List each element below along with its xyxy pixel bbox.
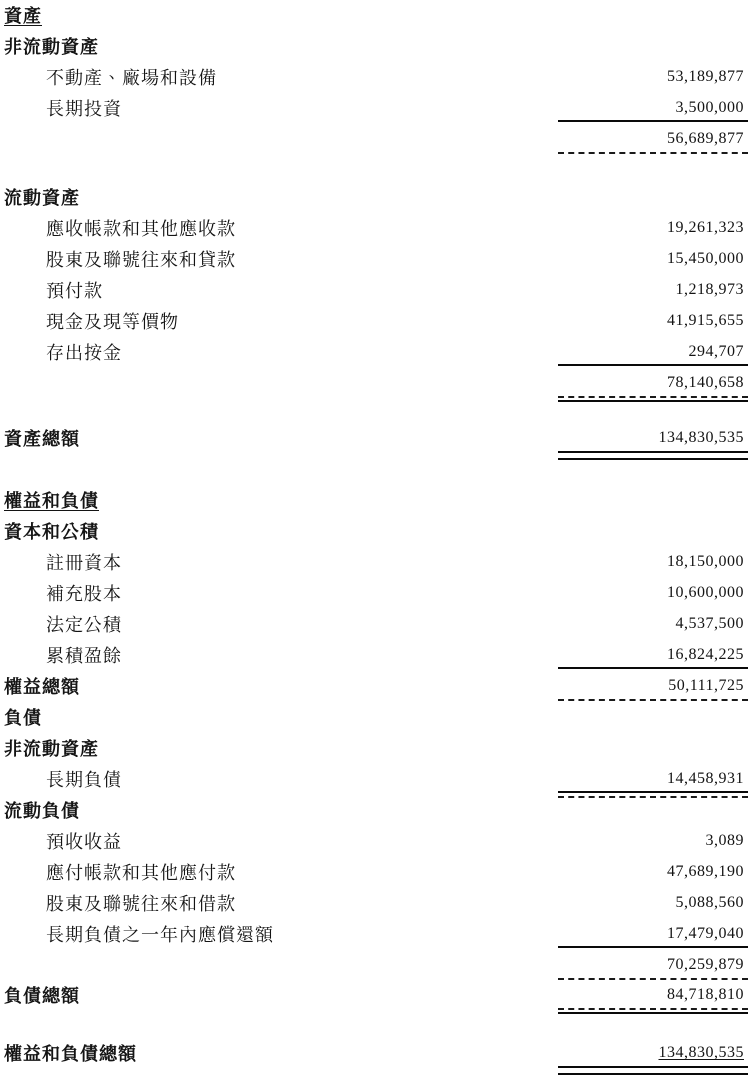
section-header-label: 資本和公積 — [4, 522, 99, 543]
line-item-row — [4, 645, 748, 676]
amount-column — [558, 676, 748, 701]
line-item-amount: 5,088,560 — [675, 894, 744, 911]
solid-rule-line — [558, 946, 748, 948]
section-header-row — [4, 707, 748, 738]
line-item-amount: 10,600,000 — [667, 584, 744, 601]
line-item-amount: 294,707 — [688, 343, 744, 360]
section-header-row — [4, 490, 748, 521]
line-item-label: 預收收益 — [46, 832, 122, 853]
dashed-rule-line — [558, 699, 748, 701]
line-item-label: 應付帳款和其他應付款 — [46, 863, 236, 884]
amount-column — [558, 373, 748, 402]
section-header-label: 負債 — [4, 708, 42, 729]
double-rule-line — [558, 1066, 748, 1075]
amount-column — [558, 893, 748, 913]
line-item-label: 長期負債之一年內應償還額 — [46, 925, 274, 946]
solid-rule-line — [558, 1012, 748, 1014]
line-item-row — [4, 342, 748, 373]
total-label: 資產總額 — [4, 429, 80, 450]
amount-column — [558, 218, 748, 238]
line-item-amount: 3,089 — [705, 832, 744, 849]
total-row — [4, 985, 748, 1016]
line-item-amount: 47,689,190 — [667, 863, 744, 880]
amount-column — [558, 129, 748, 154]
section-header-row — [4, 36, 748, 67]
subtotal-amount: 70,259,879 — [667, 956, 744, 973]
line-item-row — [4, 218, 748, 249]
amount-column — [558, 769, 748, 798]
section-header-label: 流動資產 — [4, 188, 80, 209]
line-item-amount: 14,458,931 — [667, 770, 744, 787]
line-item-label: 不動產、廠場和設備 — [46, 68, 217, 89]
subtotal-row — [4, 955, 748, 985]
line-item-label: 累積盈餘 — [46, 646, 122, 667]
line-item-amount: 53,189,877 — [667, 68, 744, 85]
total-label: 權益總額 — [4, 677, 80, 698]
subtotal-row — [4, 129, 748, 159]
double-rule-line — [558, 451, 748, 460]
amount-column — [558, 249, 748, 269]
line-item-label: 股東及聯號往來和借款 — [46, 894, 236, 915]
line-item-amount: 41,915,655 — [667, 312, 744, 329]
line-item-label: 預付款 — [46, 281, 103, 302]
amount-column — [558, 645, 748, 669]
section-header-row — [4, 738, 748, 769]
line-item-row — [4, 583, 748, 614]
subtotal-amount: 56,689,877 — [667, 130, 744, 147]
line-item-row — [4, 893, 748, 924]
section-spacer — [4, 159, 748, 187]
amount-column — [558, 831, 748, 851]
section-spacer — [4, 1016, 748, 1043]
section-header-row — [4, 521, 748, 552]
line-item-row — [4, 67, 748, 98]
total-amount: 84,718,810 — [667, 986, 744, 1003]
line-item-amount: 4,537,500 — [675, 615, 744, 632]
total-amount: 134,830,535 — [658, 429, 744, 446]
dashed-rule-line — [558, 978, 748, 980]
dashed-rule-line — [558, 396, 748, 398]
line-item-amount: 16,824,225 — [667, 646, 744, 663]
amount-column — [558, 552, 748, 572]
line-item-row — [4, 280, 748, 311]
total-row — [4, 428, 748, 460]
line-item-label: 現金及現等價物 — [46, 312, 179, 333]
section-header-row — [4, 187, 748, 218]
total-amount: 134,830,535 — [658, 1044, 744, 1061]
line-item-amount: 17,479,040 — [667, 925, 744, 942]
line-item-amount: 15,450,000 — [667, 250, 744, 267]
subtotal-amount: 78,140,658 — [667, 374, 744, 391]
amount-column — [558, 98, 748, 122]
solid-rule-line — [558, 120, 748, 122]
line-item-row — [4, 311, 748, 342]
amount-column — [558, 311, 748, 331]
line-item-row — [4, 249, 748, 280]
amount-column — [558, 614, 748, 634]
line-item-label: 長期投資 — [46, 99, 122, 120]
amount-column — [558, 1043, 748, 1075]
amount-column — [558, 67, 748, 87]
section-header-row — [4, 5, 748, 36]
solid-rule-line — [558, 667, 748, 669]
dashed-rule-line — [558, 1008, 748, 1010]
line-item-label: 存出按金 — [46, 343, 122, 364]
amount-column — [558, 924, 748, 948]
amount-column — [558, 428, 748, 460]
section-header-row — [4, 800, 748, 831]
section-header-label: 流動負債 — [4, 801, 80, 822]
section-header-label: 資產 — [4, 6, 42, 27]
solid-rule-line — [558, 400, 748, 402]
line-item-amount: 18,150,000 — [667, 553, 744, 570]
amount-column — [558, 955, 748, 980]
amount-column — [558, 583, 748, 603]
amount-column — [558, 985, 748, 1014]
amount-column — [558, 862, 748, 882]
dashed-rule-line — [558, 152, 748, 154]
line-item-row — [4, 552, 748, 583]
line-item-label: 股東及聯號往來和貸款 — [46, 250, 236, 271]
section-spacer — [4, 460, 748, 490]
solid-rule-line — [558, 364, 748, 366]
amount-column — [558, 342, 748, 366]
line-item-row — [4, 614, 748, 645]
total-row — [4, 676, 748, 707]
solid-rule-line — [558, 791, 748, 793]
total-label: 權益和負債總額 — [4, 1044, 137, 1065]
amount-column — [558, 280, 748, 300]
total-row — [4, 1043, 748, 1075]
section-header-label: 非流動資產 — [4, 739, 99, 760]
total-label: 負債總額 — [4, 986, 80, 1007]
line-item-label: 長期負債 — [46, 770, 122, 791]
line-item-label: 補充股本 — [46, 584, 122, 605]
subtotal-row — [4, 373, 748, 403]
line-item-row — [4, 924, 748, 955]
line-item-label: 註冊資本 — [46, 553, 122, 574]
line-item-amount: 19,261,323 — [667, 219, 744, 236]
line-item-amount: 3,500,000 — [675, 99, 744, 116]
section-header-label: 權益和負債 — [4, 491, 99, 512]
dashed-rule-line — [558, 796, 748, 798]
line-item-row — [4, 831, 748, 862]
line-item-amount: 1,218,973 — [675, 281, 744, 298]
section-spacer — [4, 403, 748, 428]
line-item-label: 應收帳款和其他應收款 — [46, 219, 236, 240]
line-item-row — [4, 862, 748, 893]
section-header-label: 非流動資產 — [4, 37, 99, 58]
line-item-row — [4, 769, 748, 800]
line-item-label: 法定公積 — [46, 615, 122, 636]
total-amount: 50,111,725 — [668, 677, 744, 694]
line-item-row — [4, 98, 748, 129]
